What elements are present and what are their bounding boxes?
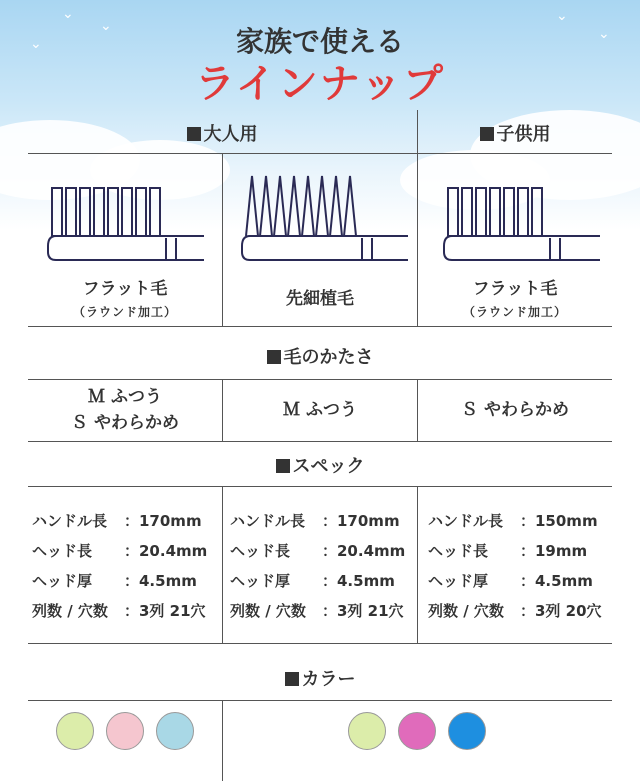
- bird-icon: ⌄: [62, 6, 74, 22]
- color-swatch-green[interactable]: [348, 712, 386, 750]
- bird-icon: ⌄: [30, 36, 42, 52]
- spec-value: ：4.5mm: [322, 572, 395, 590]
- spec-value: ：20.4mm: [322, 542, 406, 560]
- spec-key: ヘッド厚: [32, 572, 93, 590]
- bristle-name: 先細植毛: [286, 289, 354, 309]
- spec-value: ：20.4mm: [124, 542, 208, 560]
- spec-value: ：4.5mm: [124, 572, 197, 590]
- spec-value: ：3列 20穴: [520, 602, 602, 620]
- spec-key: ヘッド厚: [230, 572, 291, 590]
- divider: [28, 326, 612, 327]
- spec-row: [428, 506, 602, 536]
- spec-value: ：19mm: [520, 542, 588, 560]
- spec-row: [230, 566, 405, 596]
- spec-key: ヘッド長: [230, 542, 291, 560]
- square-icon: [276, 459, 290, 473]
- divider: [222, 700, 223, 781]
- spec-row: [32, 536, 207, 566]
- spec-value: ：3列 21穴: [124, 602, 206, 620]
- spec-row: [428, 536, 602, 566]
- section-adult-label: 大人用: [203, 124, 258, 145]
- tapered-bristle-brush-illustration: [238, 172, 408, 262]
- color-swatch-blue[interactable]: [448, 712, 486, 750]
- bristle-type: [28, 274, 222, 320]
- flat-bristle-brush-illustration: [440, 180, 600, 262]
- bristle-sub: （ラウンド加工）: [72, 305, 177, 319]
- spec-key: ヘッド長: [32, 542, 93, 560]
- spec-key: ハンドル長: [428, 512, 504, 530]
- spec-key: ヘッド厚: [428, 572, 489, 590]
- spec-key: ヘッド長: [428, 542, 489, 560]
- section-hardness-label: 毛のかたさ: [283, 347, 374, 368]
- spec-row: [230, 536, 405, 566]
- square-icon: [187, 127, 201, 141]
- hardness-line: Ｓ やわらかめ: [71, 413, 179, 433]
- color-swatch-pink[interactable]: [106, 712, 144, 750]
- bristle-sub: （ラウンド加工）: [462, 305, 567, 319]
- spec-row: [230, 596, 405, 626]
- section-color: [28, 665, 612, 691]
- spec-row: [428, 596, 602, 626]
- hardness-line: Ｍ ふつう: [88, 387, 162, 407]
- bristle-name: フラット毛: [82, 279, 168, 299]
- bristle-name: フラット毛: [472, 279, 558, 299]
- spec-value: ：4.5mm: [520, 572, 593, 590]
- spec-row: [32, 566, 207, 596]
- title-top: 家族で使える: [235, 25, 404, 58]
- spec-value: ：170mm: [322, 512, 400, 530]
- divider: [28, 153, 612, 154]
- hardness-cell: [223, 397, 417, 423]
- square-icon: [285, 672, 299, 686]
- color-swatch-blue[interactable]: [156, 712, 194, 750]
- section-color-label: カラー: [301, 669, 356, 690]
- spec-key: ハンドル長: [230, 512, 306, 530]
- page-title: ラインナップ: [195, 60, 445, 107]
- divider: [417, 486, 418, 643]
- hardness-line: Ｓ やわらかめ: [461, 400, 569, 420]
- bristle-type: [223, 284, 417, 309]
- section-adult: [28, 120, 416, 146]
- divider: [222, 486, 223, 643]
- color-swatch-green[interactable]: [56, 712, 94, 750]
- spec-row: [32, 506, 207, 536]
- bird-icon: ⌄: [556, 8, 568, 24]
- hardness-cell: [28, 384, 222, 436]
- spec-list: [230, 506, 405, 626]
- section-hardness: [28, 343, 612, 369]
- spec-key: 列数 / 穴数: [32, 602, 108, 620]
- section-spec-label: スペック: [292, 456, 365, 477]
- spec-row: [428, 566, 602, 596]
- bristle-type: [418, 274, 612, 320]
- spec-key: ハンドル長: [32, 512, 108, 530]
- spec-list: [428, 506, 602, 626]
- spec-row: [32, 596, 207, 626]
- flat-bristle-brush-illustration: [44, 180, 204, 262]
- spec-value: ：170mm: [124, 512, 202, 530]
- divider: [28, 441, 612, 442]
- hardness-line: Ｍ ふつう: [283, 400, 357, 420]
- spec-key: 列数 / 穴数: [230, 602, 306, 620]
- spec-list: [32, 506, 207, 626]
- divider: [28, 700, 612, 701]
- square-icon: [480, 127, 494, 141]
- divider: [28, 379, 612, 380]
- section-child: [418, 120, 612, 146]
- spec-row: [230, 506, 405, 536]
- color-swatch-magenta[interactable]: [398, 712, 436, 750]
- section-spec: [28, 452, 612, 478]
- divider: [28, 486, 612, 487]
- bird-icon: ⌄: [598, 26, 610, 42]
- divider: [28, 643, 612, 644]
- square-icon: [267, 350, 281, 364]
- bird-icon: ⌄: [100, 18, 112, 34]
- hardness-cell: [418, 397, 612, 423]
- spec-key: 列数 / 穴数: [428, 602, 504, 620]
- spec-value: ：150mm: [520, 512, 598, 530]
- section-child-label: 子供用: [496, 124, 551, 145]
- spec-value: ：3列 21穴: [322, 602, 404, 620]
